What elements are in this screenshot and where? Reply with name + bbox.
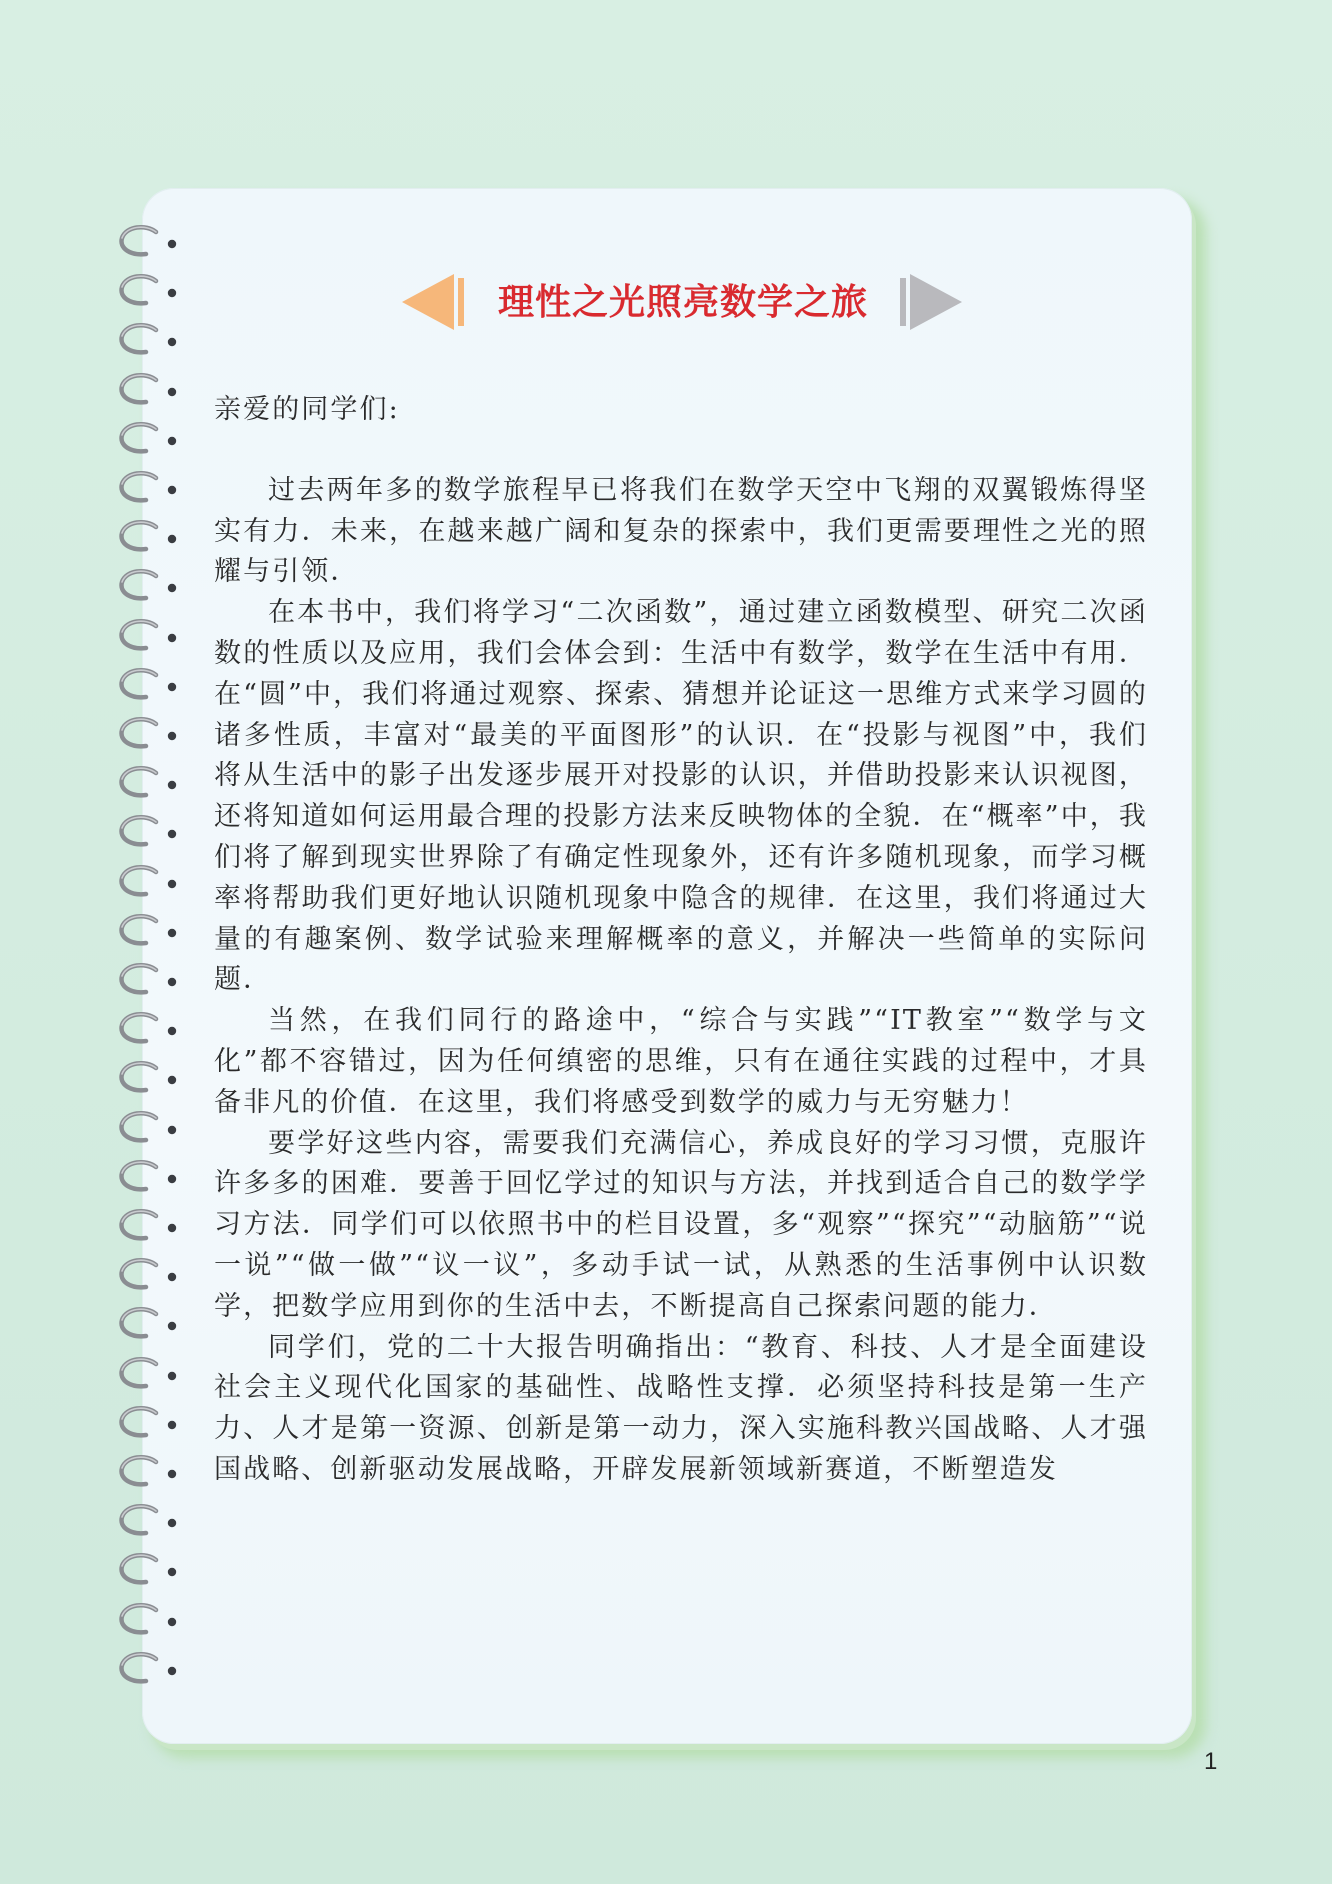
spiral-ring-icon <box>116 1501 182 1539</box>
spiral-ring-icon <box>116 616 182 654</box>
right-arrow-icon <box>890 274 962 330</box>
spiral-binding <box>116 222 196 1722</box>
paragraph-4: 要学好这些内容，需要我们充满信心，养成良好的学习习惯，克服许许多多的困难．要善于回忆学过的知识与方法，并找到适合自己的数学学习方法．同学们可以依照书中的栏目设置，多“观察”“探究”“动脑筋”“说一说”“做一做”“议一议”，多动手试一试，从熟悉的生活事例中认识数学，把数学应用到你的生活中去，不断提高自己探索问题的能力． <box>214 1127 1148 1322</box>
spiral-ring-icon <box>116 468 182 506</box>
spiral-ring-icon <box>116 1403 182 1441</box>
spiral-ring-icon <box>116 812 182 850</box>
greeting: 亲爱的同学们: <box>214 394 400 425</box>
spiral-ring-icon <box>116 370 182 408</box>
spiral-ring-icon <box>116 222 182 260</box>
page-number: 1 <box>1204 1748 1218 1775</box>
spiral-ring-icon <box>116 1255 182 1293</box>
spiral-ring-icon <box>116 1600 182 1638</box>
spiral-ring-icon <box>116 911 182 949</box>
spiral-ring-icon <box>116 1649 182 1687</box>
paragraph-2: 在本书中，我们将学习“二次函数”，通过建立函数模型、研究二次函数的性质以及应用，我们会体会到：生活中有数学，数学在生活中有用．在“圆”中，我们将通过观察、探索、猜想并论证这一思维方式来学习圆的诸多性质，丰富对“最美的平面图形”的认识．在“投影与视图”中，我们将从生活中的影子出发逐步展开对投影的认识，并借助投影来认识视图，还将知道如何运用最合理的投影方法来反映物体的全貌．在“概率”中，我们将了解到现实世界除了有确定性现象外，还有许多随机现象，而学习概率将帮助我们更好地认识随机现象中隐含的规律．在这里，我们将通过大量的有趣案例、数学试验来理解概率的意义，并解决一些简单的实际问题． <box>214 597 1148 996</box>
spiral-ring-icon <box>116 763 182 801</box>
left-arrow-icon <box>402 274 474 330</box>
spiral-ring-icon <box>116 1157 182 1195</box>
spiral-ring-icon <box>116 1108 182 1146</box>
spiral-ring-icon <box>116 1206 182 1244</box>
spiral-ring-icon <box>116 1009 182 1047</box>
spiral-ring-icon <box>116 1354 182 1392</box>
spiral-ring-icon <box>116 1058 182 1096</box>
spiral-ring-icon <box>116 320 182 358</box>
spiral-ring-icon <box>116 862 182 900</box>
spiral-ring-icon <box>116 517 182 555</box>
spiral-ring-icon <box>116 1304 182 1342</box>
title-banner <box>402 274 962 330</box>
spiral-ring-icon <box>116 271 182 309</box>
spiral-ring-icon <box>116 714 182 752</box>
paragraph-1: 过去两年多的数学旅程早已将我们在数学天空中飞翔的双翼锻炼得坚实有力．未来，在越来越广阔和复杂的探索中，我们更需要理性之光的照耀与引领． <box>214 474 1148 588</box>
paragraph-3: 当然，在我们同行的路途中，“综合与实践”“IT教室”“数学与文化”都不容错过，因为任何缜密的思维，只有在通往实践的过程中，才具备非凡的价值．在这里，我们将感受到数学的威力与无穷魅力！ <box>214 1005 1148 1118</box>
paragraph-5: 同学们，党的二十大报告明确指出：“教育、科技、人才是全面建设社会主义现代化国家的基础性、战略性支撑．必须坚持科技是第一生产力、人才是第一资源、创新是第一动力，深入实施科教兴国战略、人才强国战略、创新驱动发展战略，开辟发展新领域新赛道，不断塑造发 <box>214 1331 1148 1485</box>
spiral-ring-icon <box>116 665 182 703</box>
spiral-ring-icon <box>116 566 182 604</box>
spiral-ring-icon <box>116 1550 182 1588</box>
spiral-ring-icon <box>116 1452 182 1490</box>
spiral-ring-icon <box>116 960 182 998</box>
letter-body <box>214 390 1148 1491</box>
page-title: 理性之光照亮数学之旅 <box>497 281 868 323</box>
spiral-ring-icon <box>116 419 182 457</box>
